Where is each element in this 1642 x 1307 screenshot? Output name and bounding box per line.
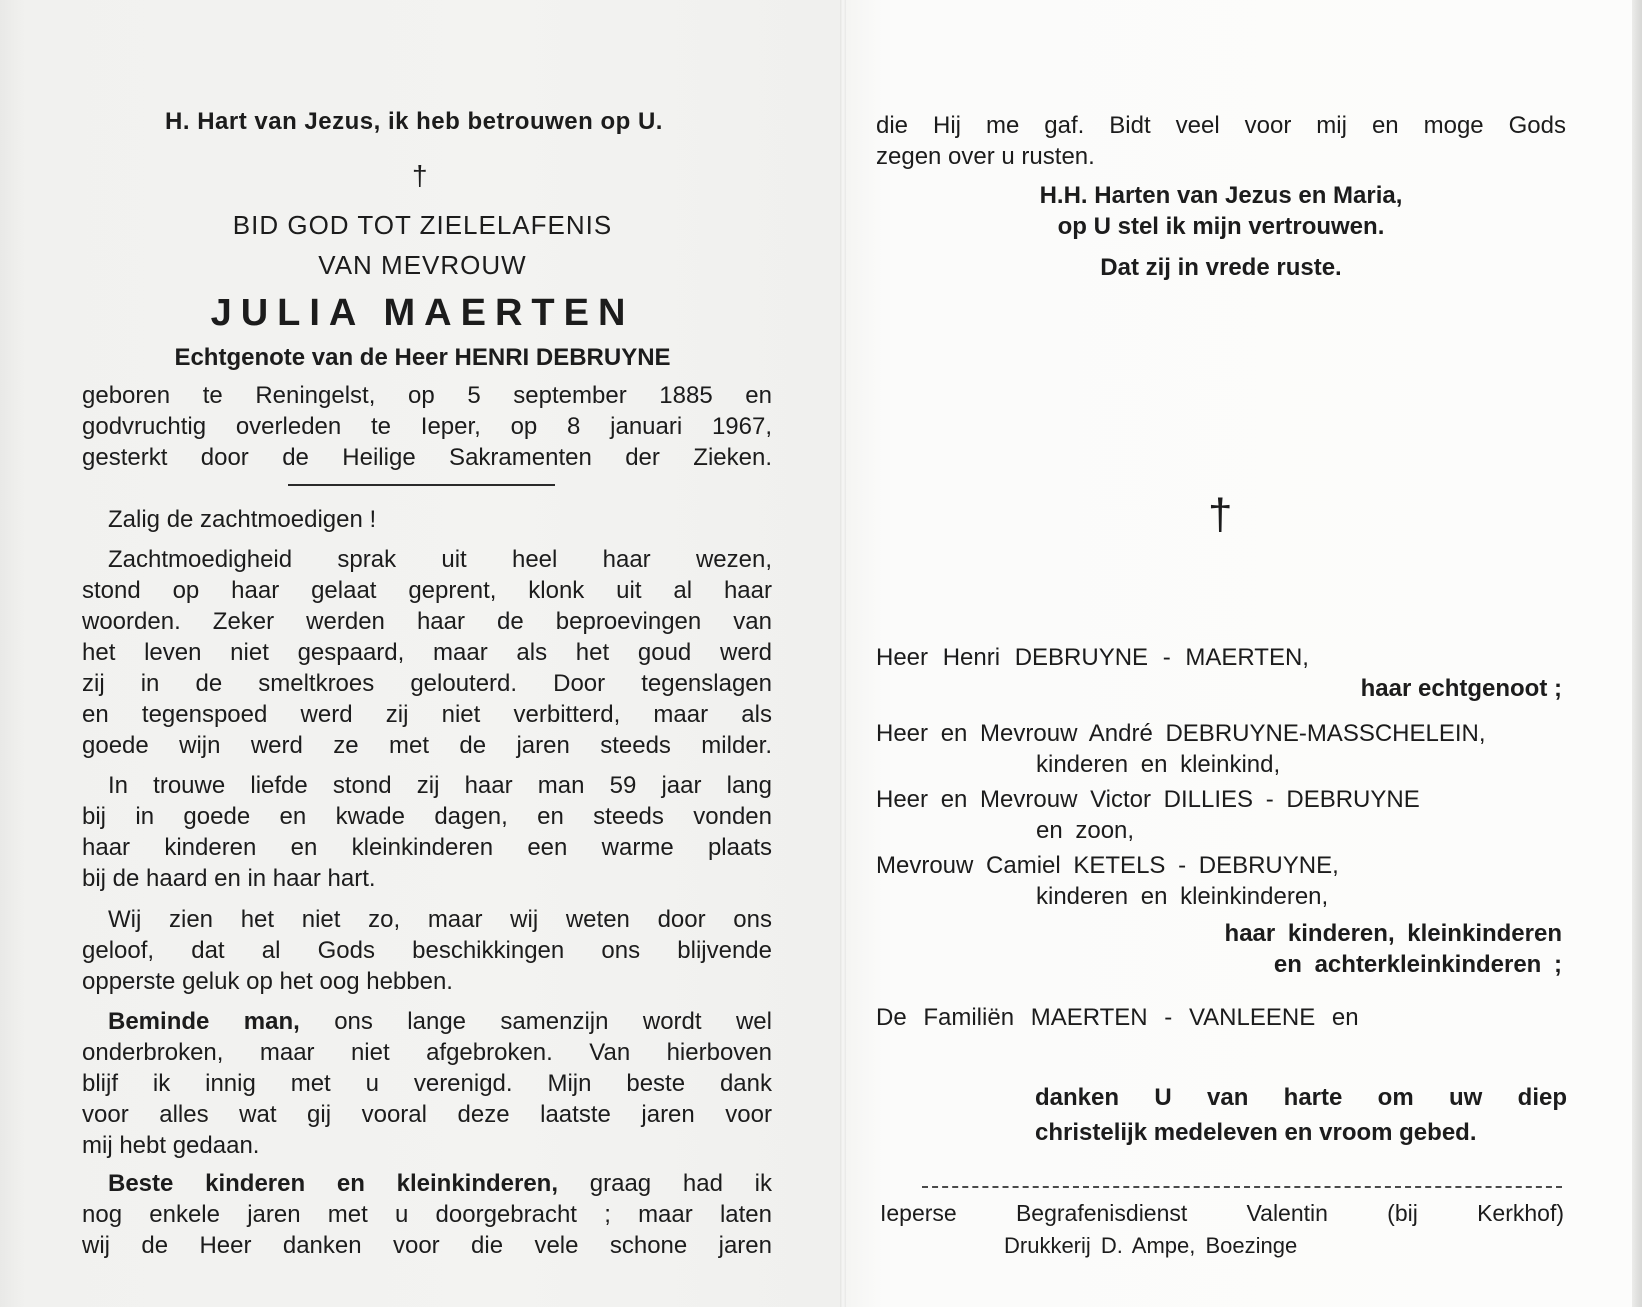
text-line: stond op haar gelaat geprent, klonk uit al haar xyxy=(82,577,772,604)
beatitude xyxy=(82,504,772,535)
text-line: onderbroken, maar niet afgebroken. Van hierboven xyxy=(82,1039,772,1066)
cross-icon: † xyxy=(412,160,428,191)
divider xyxy=(288,484,555,486)
prayer-line: H.H. Harten van Jezus en Maria, xyxy=(1039,182,1403,209)
text-line: die Hij me gaf. Bidt veel voor mij en moge Gods xyxy=(876,112,1566,139)
family-list-2 xyxy=(876,718,1566,780)
biography xyxy=(82,380,772,473)
family-member: Heer Henri DEBRUYNE - MAERTEN, xyxy=(876,644,1309,671)
cross-icon: † xyxy=(1208,490,1233,539)
thanks xyxy=(1035,1082,1567,1148)
family-member: De Familiën MAERTEN - VANLEENE en xyxy=(876,1004,1359,1031)
paragraph-2 xyxy=(82,770,772,894)
text-line xyxy=(82,1006,772,1037)
text-line: mij hebt gedaan. xyxy=(82,1132,260,1159)
text-run: ons lange samenzijn wordt wel xyxy=(299,1008,772,1035)
paragraph-5 xyxy=(82,1168,772,1261)
text-line xyxy=(82,1168,772,1199)
text-line: goede wijn werd ze met de jaren steeds milder. xyxy=(82,732,772,759)
family-sub: kinderen en kleinkinderen, xyxy=(1036,883,1329,910)
text-line: woorden. Zeker werden haar de beproevingen van xyxy=(82,608,772,635)
text-line: opperste geluk op het oog hebben. xyxy=(82,968,453,995)
heading-line-1: BID GOD TOT ZIELELAFENIS xyxy=(232,210,613,240)
closing-prayer xyxy=(876,180,1566,242)
card-edge xyxy=(1632,0,1642,1307)
bio-line: geboren te Reningelst, op 5 september 1885 en xyxy=(82,382,772,409)
family-member: Heer en Mevrouw Victor DILLIES - DEBRUYNE xyxy=(876,786,1420,813)
rest-text: Dat zij in vrede ruste. xyxy=(1100,254,1342,281)
family-sub: en zoon, xyxy=(1036,817,1135,844)
text-line: blijf ik innig met u verenigd. Mijn beste dank xyxy=(82,1070,772,1097)
dashed-divider xyxy=(922,1186,1562,1188)
text-line: bij in goede en kwade dagen, en steeds vonden xyxy=(82,803,772,830)
text-line: zegen over u rusten. xyxy=(876,143,1095,170)
text-line: voor alles wat gij vooral deze laatste jaren voor xyxy=(82,1101,772,1128)
text-line: bij de haard en in haar hart. xyxy=(82,865,376,892)
undertaker-line: Ieperse Begrafenisdienst Valentin (bij Kerkhof) xyxy=(880,1200,1564,1226)
printer-line: Drukkerij D. Ampe, Boezinge xyxy=(1004,1233,1298,1258)
top-prayer: H. Hart van Jezus, ik heb betrouwen op U. xyxy=(165,108,663,135)
thanks-line: christelijk medeleven en vroom gebed. xyxy=(1035,1119,1477,1146)
family-member: Mevrouw Camiel KETELS - DEBRUYNE, xyxy=(876,852,1339,879)
family-role: haar kinderen, kleinkinderen xyxy=(1224,920,1562,947)
text-line: nog enkele jaren met u doorgebracht ; maar laten xyxy=(82,1201,772,1228)
text-line: haar kinderen en kleinkinderen een warme plaats xyxy=(82,834,772,861)
text-line: en tegenspoed werd zij niet verbitterd, maar als xyxy=(82,701,772,728)
family-list xyxy=(876,642,1566,704)
center-fold xyxy=(840,0,846,1307)
family-role: haar echtgenoot ; xyxy=(1360,675,1562,702)
text-line: zij in de smeltkroes gelouterd. Door tegenslagen xyxy=(82,670,772,697)
undertaker xyxy=(880,1198,1564,1229)
paragraph-3 xyxy=(82,904,772,997)
continuation-text xyxy=(876,110,1566,172)
prayer-line: op U stel ik mijn vertrouwen. xyxy=(1057,213,1385,240)
family-role: en achterkleinkinderen ; xyxy=(1273,951,1562,978)
thanks-line: danken U van harte om uw diep xyxy=(1035,1084,1567,1111)
address-phrase: Beste kinderen en kleinkinderen, xyxy=(108,1170,559,1197)
text-run: graag had ik xyxy=(558,1170,772,1197)
family-roles xyxy=(876,918,1566,980)
text-line: wij de Heer danken voor die vele schone jaren xyxy=(82,1232,772,1259)
address-phrase: Beminde man, xyxy=(108,1008,300,1035)
bio-line: gesterkt door de Heilige Sakramenten der Zieken. xyxy=(82,444,772,471)
text-line: Zachtmoedigheid sprak uit heel haar wezen, xyxy=(108,546,772,573)
deceased-name: JULIA MAERTEN xyxy=(210,292,635,334)
family-list-5 xyxy=(876,1002,1566,1033)
family-sub: kinderen en kleinkind, xyxy=(1036,751,1281,778)
beatitude-line: Zalig de zachtmoedigen ! xyxy=(108,506,377,533)
text-line: In trouwe liefde stond zij haar man 59 jaar lang xyxy=(108,772,772,799)
rest-line xyxy=(876,252,1566,283)
heading-line-2: VAN MEVROUW xyxy=(318,250,527,280)
printer xyxy=(1004,1230,1564,1261)
family-list-4 xyxy=(876,850,1566,912)
text-line: Wij zien het niet zo, maar wij weten door ons xyxy=(108,906,772,933)
family-member: Heer en Mevrouw André DEBRUYNE-MASSCHELEIN, xyxy=(876,720,1486,747)
spouse-line: Echtgenote van de Heer HENRI DEBRUYNE xyxy=(174,344,671,371)
text-line: geloof, dat al Gods beschikkingen ons blijvende xyxy=(82,937,772,964)
family-list-3 xyxy=(876,784,1566,846)
text-line: het leven niet gespaard, maar als het goud werd xyxy=(82,639,772,666)
paragraph-1 xyxy=(82,544,772,761)
paragraph-4 xyxy=(82,1006,772,1161)
bio-line: godvruchtig overleden te Ieper, op 8 januari 1967, xyxy=(82,413,772,440)
